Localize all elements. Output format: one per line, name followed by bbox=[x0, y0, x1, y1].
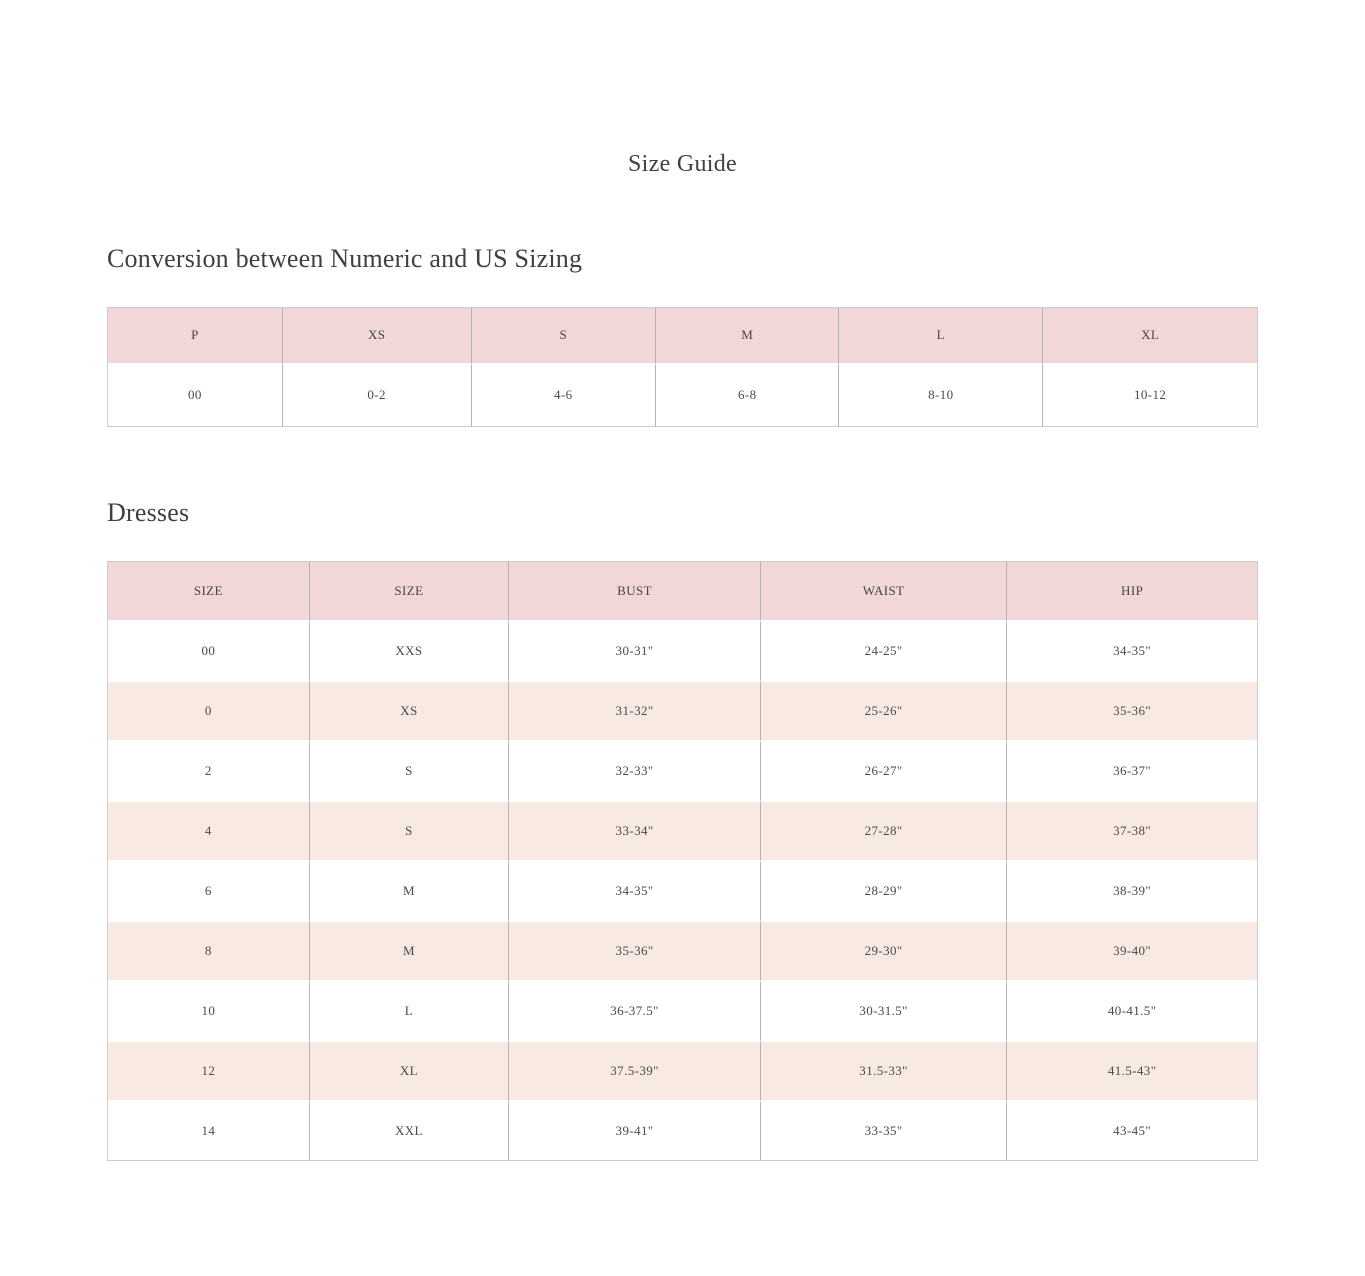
table-cell: S bbox=[310, 742, 510, 802]
table-cell: 28-29" bbox=[761, 862, 1007, 922]
table-cell: 39-41" bbox=[509, 1102, 761, 1160]
table-cell: 2 bbox=[108, 742, 310, 802]
header-row bbox=[108, 562, 1257, 622]
table-cell: 32-33" bbox=[509, 742, 761, 802]
table-cell: 43-45" bbox=[1113, 1123, 1152, 1139]
table-row bbox=[108, 862, 1257, 922]
column-header: M bbox=[656, 308, 839, 365]
table-cell: 4 bbox=[108, 802, 310, 862]
section-heading-dresses: Dresses bbox=[107, 497, 190, 527]
table-cell: 30-31" bbox=[509, 622, 761, 682]
section-heading-conversion: Conversion between Numeric and US Sizing bbox=[107, 243, 583, 273]
table-cell: 37-38" bbox=[1007, 802, 1257, 862]
table-row bbox=[108, 622, 1257, 682]
column-header: HIP bbox=[1007, 562, 1257, 622]
column-header: S bbox=[472, 308, 656, 365]
table-cell: 30-31.5" bbox=[761, 982, 1007, 1042]
table-cell: 00 bbox=[108, 365, 283, 426]
table-cell: 36-37.5" bbox=[509, 982, 761, 1042]
table-row bbox=[108, 365, 1257, 426]
table-cell: 31-32" bbox=[509, 682, 761, 742]
table-cell: 8-10 bbox=[839, 365, 1043, 426]
table-cell: 35-36" bbox=[1007, 682, 1257, 742]
table-cell: 31.5-33" bbox=[761, 1042, 1007, 1102]
table-cell: 0-2 bbox=[283, 365, 472, 426]
table-cell: XXS bbox=[310, 622, 510, 682]
table-cell: 0 bbox=[108, 682, 310, 742]
table-cell: 29-30" bbox=[761, 922, 1007, 982]
table-cell: 37.5-39" bbox=[509, 1042, 761, 1102]
table-cell: 35-36" bbox=[509, 922, 761, 982]
table-cell: 24-25" bbox=[761, 622, 1007, 682]
page-title: Size Guide bbox=[628, 151, 737, 177]
header-row bbox=[108, 308, 1257, 365]
table-cell: 8 bbox=[108, 922, 310, 982]
column-header: SIZE bbox=[310, 562, 510, 622]
table-cell: L bbox=[310, 982, 510, 1042]
table-cell: 12 bbox=[108, 1042, 310, 1102]
table-row bbox=[108, 922, 1257, 982]
column-header: SIZE bbox=[108, 562, 310, 622]
table-row bbox=[108, 1042, 1257, 1102]
table-cell: M bbox=[310, 922, 510, 982]
table-row bbox=[108, 982, 1257, 1042]
table-row bbox=[108, 802, 1257, 862]
table-cell: 25-26" bbox=[761, 682, 1007, 742]
table-row bbox=[108, 682, 1257, 742]
table-cell: 26-27" bbox=[761, 742, 1007, 802]
table-cell: 00 bbox=[108, 622, 310, 682]
dresses-size-table bbox=[107, 561, 1258, 1161]
table-row bbox=[108, 1102, 1257, 1160]
table-cell: 14 bbox=[108, 1102, 310, 1160]
column-header: P bbox=[108, 308, 283, 365]
table-cell: 6 bbox=[108, 862, 310, 922]
table-cell: M bbox=[310, 862, 510, 922]
table-cell: S bbox=[310, 802, 510, 862]
table-cell: 41.5-43" bbox=[1007, 1042, 1257, 1102]
table-cell: 27-28" bbox=[761, 802, 1007, 862]
column-header: BUST bbox=[509, 562, 761, 622]
table-cell: 34-35" bbox=[509, 862, 761, 922]
table-cell: 36-37" bbox=[1007, 742, 1257, 802]
table-cell: XS bbox=[310, 682, 510, 742]
conversion-size-table bbox=[107, 307, 1258, 427]
table-cell: 39-40" bbox=[1007, 922, 1257, 982]
table-cell: 6-8 bbox=[656, 365, 839, 426]
column-header: L bbox=[839, 308, 1043, 365]
column-header: WAIST bbox=[761, 562, 1007, 622]
table-cell: 10-12 bbox=[1133, 387, 1167, 403]
table-cell: 38-39" bbox=[1007, 862, 1257, 922]
column-header: XL bbox=[1043, 308, 1257, 365]
table-cell: 40-41.5" bbox=[1007, 982, 1257, 1042]
table-cell: 33-34" bbox=[509, 802, 761, 862]
table-cell: 10 bbox=[108, 982, 310, 1042]
table-cell: 4-6 bbox=[472, 365, 656, 426]
table-cell: XXL bbox=[310, 1102, 510, 1160]
table-cell: 34-35" bbox=[1007, 622, 1257, 682]
table-row bbox=[108, 742, 1257, 802]
table-cell: 33-35" bbox=[761, 1102, 1007, 1160]
table-cell: XL bbox=[310, 1042, 510, 1102]
column-header: XS bbox=[283, 308, 472, 365]
